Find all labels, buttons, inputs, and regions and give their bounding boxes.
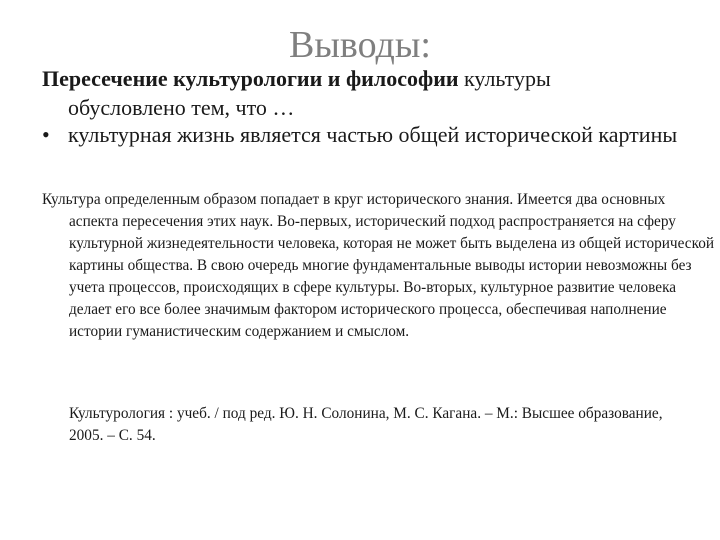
- citation: Культурология : учеб. / под ред. Ю. Н. Солонина, М. С. Кагана. – М.: Высшее образование, 2005. – С. 54.: [69, 405, 663, 444]
- body-paragraph: Культура определенным образом попадает в круг исторического знания. Имеется два основных аспекта пересечения этих наук. Во-первых, исторический подход распространяется на сферу культурной жизнедеятельности человека, которая не может быть выделена из общей исторической картины общества. В свою очередь многие фундаментальные выводы истории невозможны без учета процессов, происходящих в сфере культуры. Во-вторых, культурное развитие человека делает его все более значимым фактором исторического процесса, обеспечивая наполнение истории гуманистическим содержанием и смыслом.: [42, 191, 715, 340]
- heading-bold-part: Пересечение культурологии и философии: [42, 66, 459, 91]
- bullet-text: культурная жизнь является частью общей исторической картины: [68, 122, 678, 147]
- heading-continuation: обусловлено тем, что …: [68, 95, 295, 120]
- bullet-icon: •: [42, 122, 50, 147]
- conclusion-heading: [42, 64, 702, 122]
- bullet-item: [42, 120, 702, 149]
- slide-title: Выводы:: [289, 24, 431, 66]
- heading-normal-part: культуры: [458, 66, 551, 91]
